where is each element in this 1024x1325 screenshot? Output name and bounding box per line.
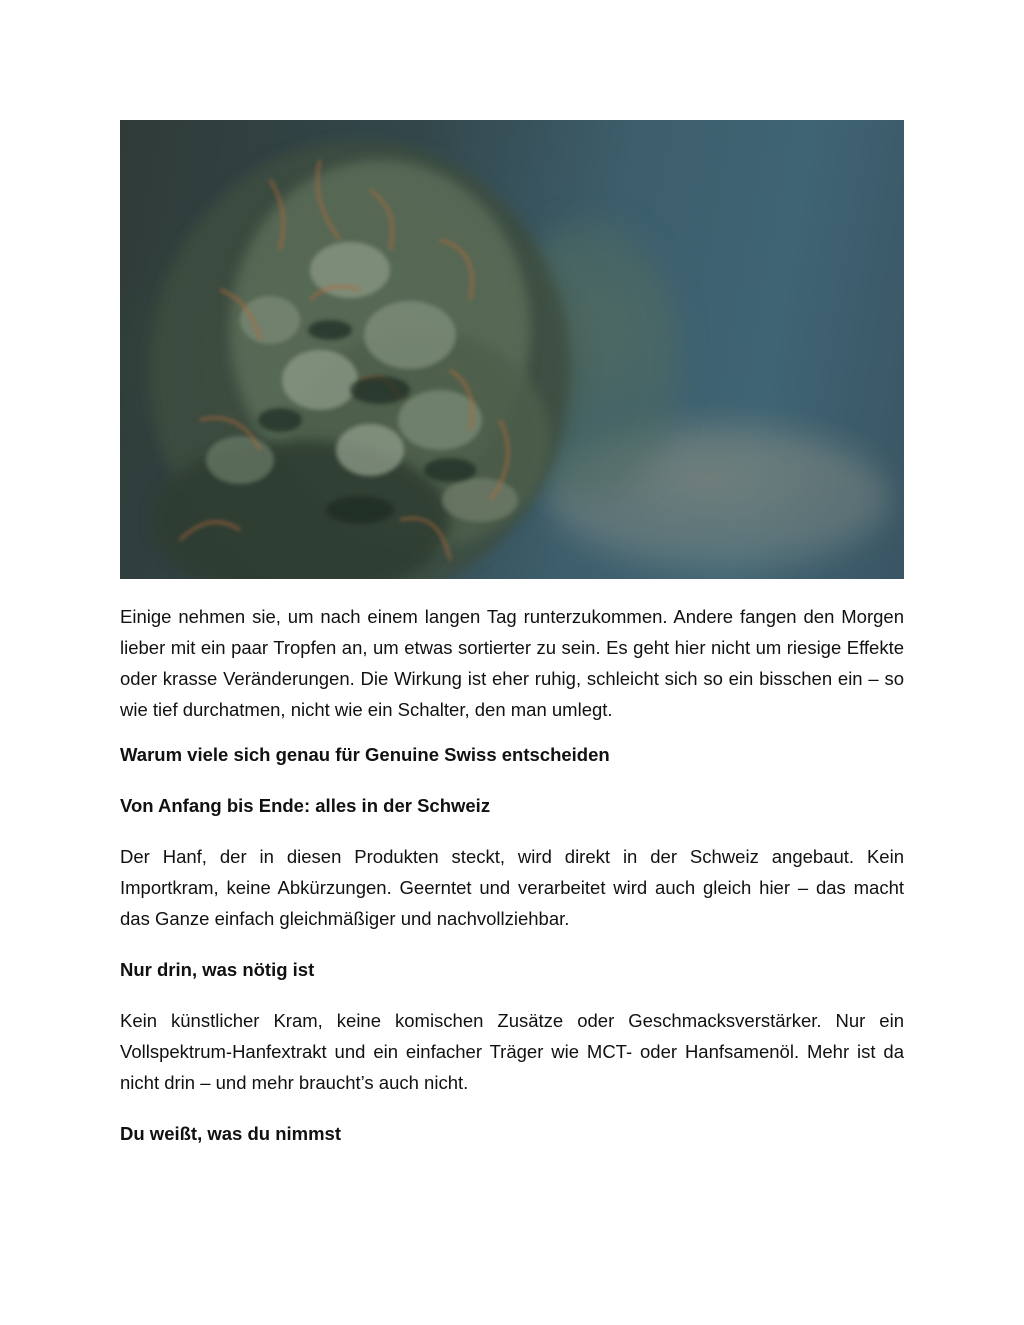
heading-ingredients: Nur drin, was nötig ist: [120, 959, 315, 980]
hemp-bud-illustration: [120, 120, 904, 579]
intro-paragraph: Einige nehmen sie, um nach einem langen Tag runterzukommen. Andere fangen den Morgen lieber mit ein paar Tropfen an, um etwas sortierter zu sein. Es geht hier nicht um riesige Effekte oder krasse Veränderungen. Die Wirkung ist eher ruhig, schleicht sich so ein bisschen ein – so wie tief durchatmen, nicht wie ein Schalter, den man umlegt.: [120, 606, 904, 720]
heading-swiss-origin: Von Anfang bis Ende: alles in der Schweiz: [120, 795, 491, 816]
heading-why-genuine-swiss: Warum viele sich genau für Genuine Swiss entscheiden: [120, 744, 610, 765]
document-page: [120, 120, 904, 1149]
ingredients-paragraph: Kein künstlicher Kram, keine komischen Zusätze oder Geschmacksverstärker. Nur ein Vollspektrum-Hanfextrakt und ein einfacher Träger wie MCT- oder Hanfsamenöl. Mehr ist da nicht drin – und mehr braucht’s auch nicht.: [120, 1010, 904, 1093]
origin-paragraph: Der Hanf, der in diesen Produkten steckt, wird direkt in der Schweiz angebaut. Kein Importkram, keine Abkürzungen. Geerntet und verarbeitet wird auch gleich hier – das macht das Ganze einfach gleichmäßiger und nachvollziehbar.: [120, 846, 904, 929]
heading-know-what-you-take: Du weißt, was du nimmst: [120, 1123, 341, 1144]
hemp-bud-photo: [120, 120, 904, 579]
